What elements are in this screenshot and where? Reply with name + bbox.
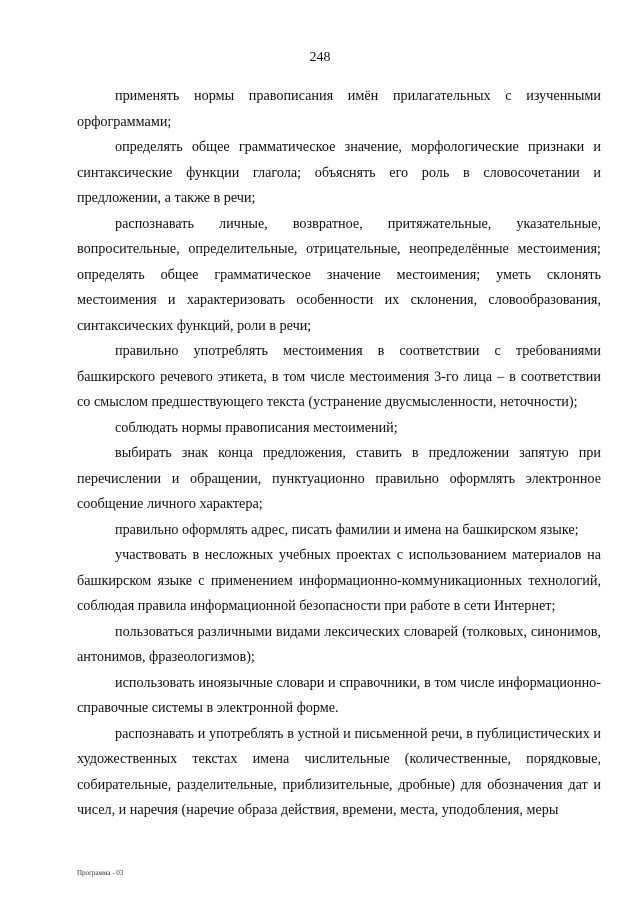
page-body bbox=[77, 84, 601, 824]
paragraph-pronoun-types: распознавать личные, возвратное, притяжательные, указательные, вопросительные, определительные, отрицательные, неопределённые местоимения; определять общее грамматическое значение местоимения; уметь склонять местоимения и характеризовать особенности их склонения, словообразования, синтаксических функций, роли в речи; bbox=[77, 215, 601, 334]
paragraph-pronoun-usage: правильно употреблять местоимения в соответствии с требованиями башкирского речевого этикета, в том числе местоимения 3-го лица – в соответствии со смыслом предшествующего текста (устранение двусмысленности, неточности); bbox=[77, 343, 601, 410]
paragraph-adjective-spelling: применять нормы правописания имён прилагательных с изученными орфограммами; bbox=[77, 88, 601, 130]
paragraph-dictionaries: пользоваться различными видами лексических словарей (толковых, синонимов, антонимов, фразеологизмов); bbox=[77, 623, 601, 665]
paragraph-pronoun-spelling: соблюдать нормы правописания местоимений; bbox=[115, 419, 398, 436]
page-number: 248 bbox=[309, 50, 331, 65]
footer-label: Программа - 03 bbox=[77, 869, 124, 877]
paragraph-verb-meaning: определять общее грамматическое значение, морфологические признаки и синтаксические функции глагола; объяснять его роль в словосочетании и предложении, а также в речи; bbox=[77, 139, 601, 206]
paragraph-numerals-adverbs: распознавать и употреблять в устной и письменной речи, в публицистических и художественных текстах имена числительные (количественные, порядковые, собирательные, разделительные, приблизительные, дробные) для обозначения дат и чисел, и наречия (наречие образа действия, времени, места, уподобления, меры bbox=[77, 725, 601, 818]
paragraph-punctuation: выбирать знак конца предложения, ставить в предложении запятую при перечислении и обращении, пунктуационно правильно оформлять электронное сообщение личного характера; bbox=[77, 445, 601, 512]
paragraph-projects: участвовать в несложных учебных проектах с использованием материалов на башкирском языке с применением информационно-коммуникационных технологий, соблюдая правила информационной безопасности при работе в сети Интернет; bbox=[77, 547, 601, 614]
paragraph-foreign-dictionaries: использовать иноязычные словари и справочники, в том числе информационно-справочные системы в электронной форме. bbox=[77, 674, 601, 716]
paragraph-address-names: правильно оформлять адрес, писать фамилии и имена на башкирском языке; bbox=[115, 521, 579, 538]
